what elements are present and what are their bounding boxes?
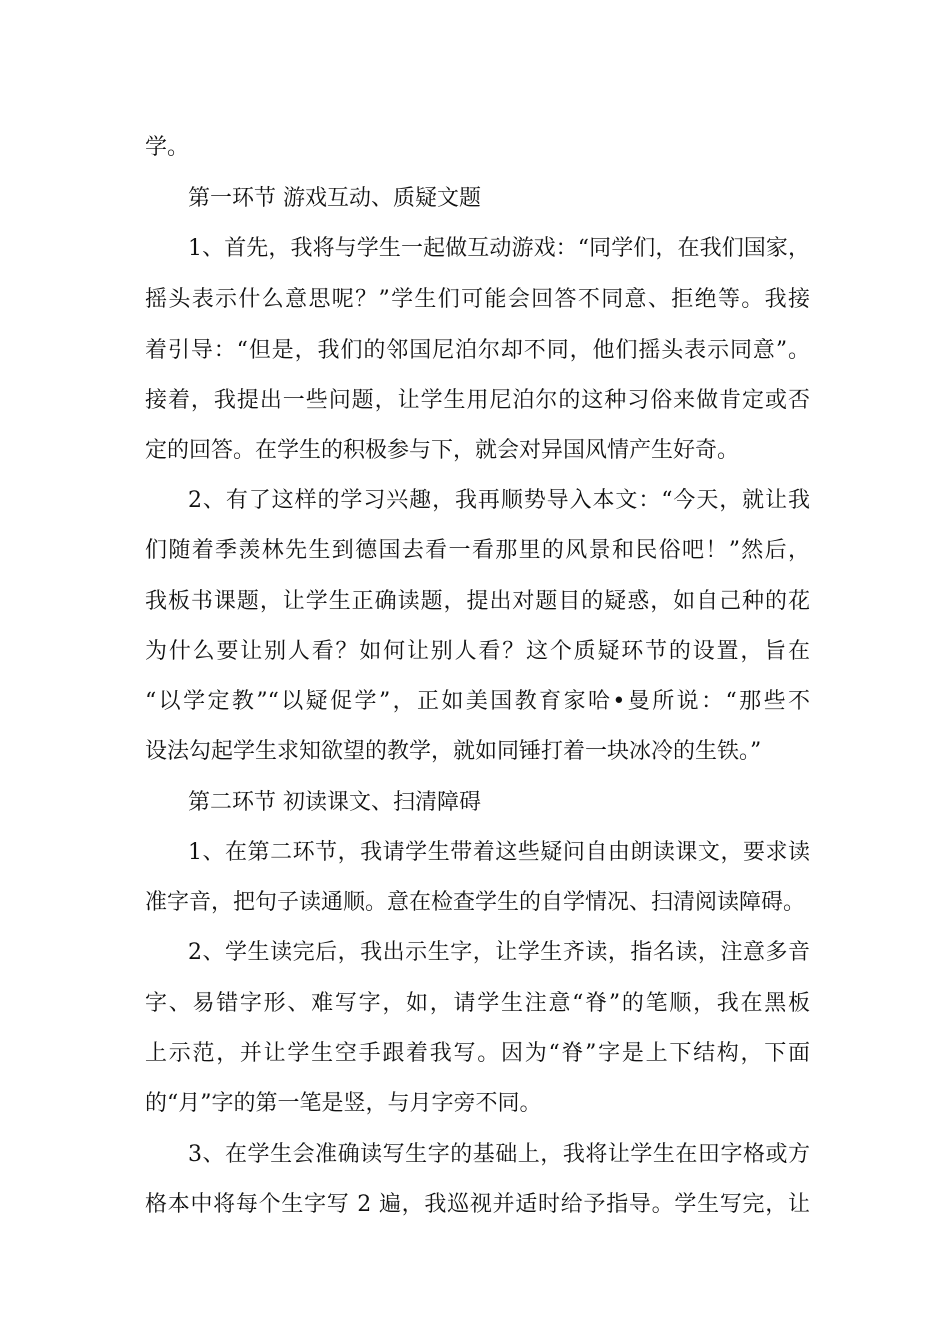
text-line: 1、首先，我将与学生一起做互动游戏：“同学们，在我们国家，: [188, 236, 810, 261]
text-line: 为什么要让别人看？如何让别人看？这个质疑环节的设置，旨在: [145, 639, 810, 664]
section-heading: 第一环节 游戏互动、质疑文题: [188, 186, 481, 211]
text-line: “以学定教”“以疑促学”，正如美国教育家哈•曼所说：“那些不: [145, 689, 810, 714]
text-line: 的“月”字的第一笔是竖，与月字旁不同。: [145, 1091, 542, 1116]
text-line: 字、易错字形、难写字，如，请学生注意“脊”的笔顺，我在黑板: [145, 991, 810, 1016]
section-heading: 第二环节 初读课文、扫清障碍: [188, 790, 481, 815]
text-line: 着引导：“但是，我们的邻国尼泊尔却不同，他们摇头表示同意”。: [145, 338, 810, 363]
text-line: 我板书课题，让学生正确读题，提出对题目的疑惑，如自己种的花: [145, 589, 810, 614]
text-line: 准字音，把句子读通顺。意在检查学生的自学情况、扫清阅读障碍。: [145, 890, 806, 915]
text-line: 格本中将每个生字写 2 遍，我巡视并适时给予指导。学生写完，让: [145, 1192, 810, 1217]
text-line: 们随着季羡林先生到德国去看一看那里的风景和民俗吧！”然后，: [145, 538, 810, 563]
text-line: 设法勾起学生求知欲望的教学，就如同锤打着一块冰冷的生铁。”: [145, 739, 762, 764]
text-line: 3、在学生会准确读写生字的基础上，我将让学生在田字格或方: [188, 1142, 810, 1167]
text-line: 定的回答。在学生的积极参与下，就会对异国风情产生好奇。: [145, 438, 740, 463]
text-line: 2、有了这样的学习兴趣，我再顺势导入本文：“今天，就让我: [188, 488, 810, 513]
text-line: 2、学生读完后，我出示生字，让学生齐读，指名读，注意多音: [188, 940, 810, 965]
text-line: 学。: [145, 135, 190, 160]
text-line: 接着，我提出一些问题，让学生用尼泊尔的这种习俗来做肯定或否: [145, 388, 810, 413]
text-line: 1、在第二环节，我请学生带着这些疑问自由朗读课文，要求读: [188, 840, 810, 865]
text-line: 摇头表示什么意思呢？”学生们可能会回答不同意、拒绝等。我接: [145, 287, 810, 312]
text-line: 上示范，并让学生空手跟着我写。因为“脊”字是上下结构，下面: [145, 1041, 810, 1066]
